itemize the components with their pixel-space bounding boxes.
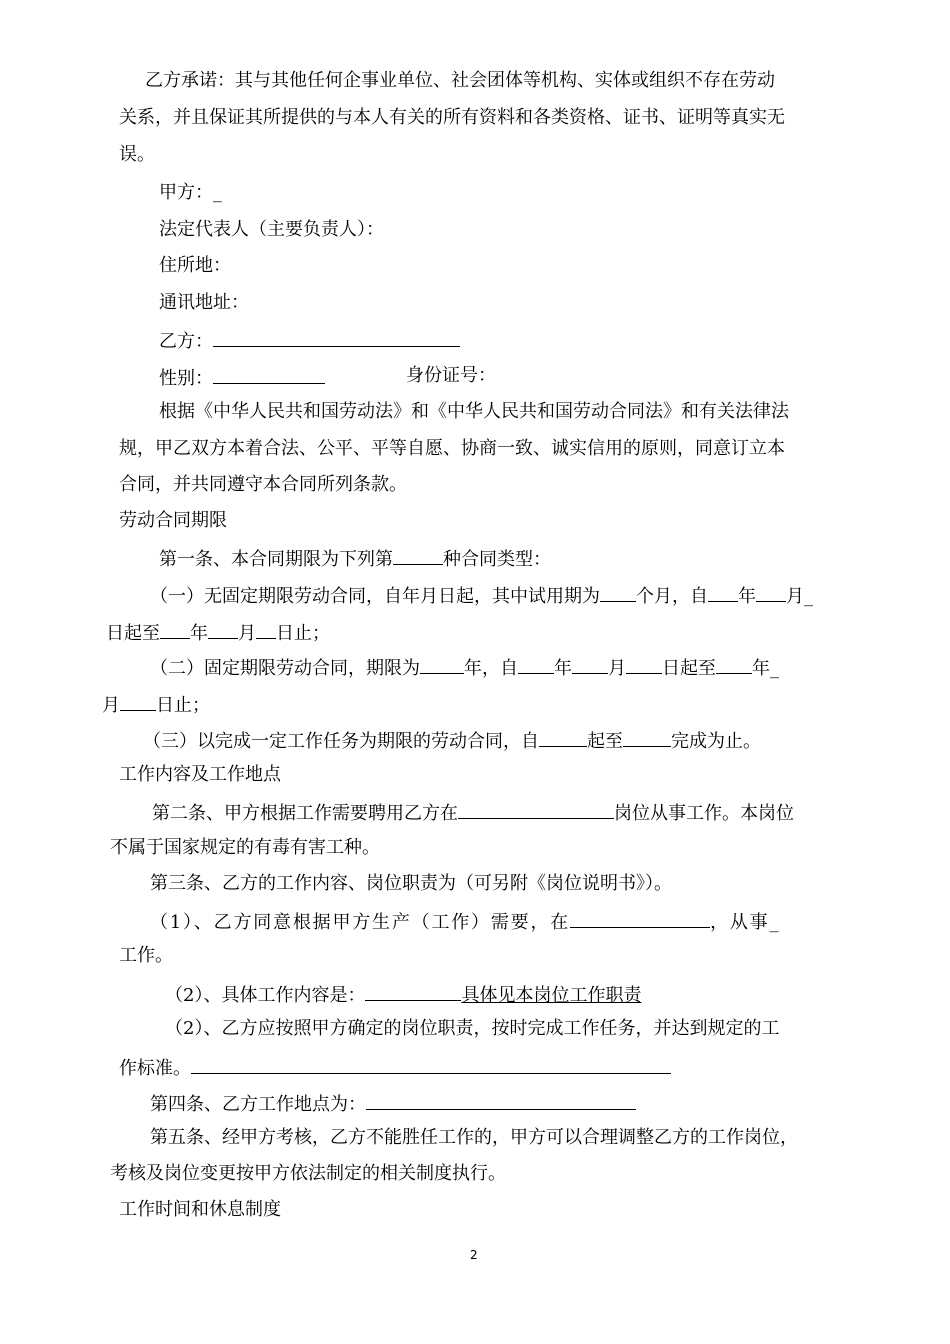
type-2-line-2: 月 日止； [102,691,210,715]
legal-basis-line-3: 合同，并共同遵守本合同所列条款。 [119,474,407,495]
id-number-label: 身份证号： [406,365,496,386]
type-2-line-1: （二）固定期限劳动合同，期限为 年，自 年 月 日起至 年_ [150,654,779,678]
work-content-value: 具体见本岗位工作职责 [461,985,642,1006]
work-department-blank[interactable] [570,908,710,928]
commitment-line-3: 误。 [119,144,155,165]
legal-basis-line-1: 根据《中华人民共和国劳动法》和《中华人民共和国劳动合同法》和有关法律法 [159,401,789,422]
term-heading: 劳动合同期限 [119,510,227,531]
hours-heading: 工作时间和休息制度 [119,1199,281,1220]
probation-end-year-blank[interactable] [160,619,190,639]
item-1-line-2: 工作。 [119,945,173,966]
party-a-line: 甲方：_ [159,182,222,203]
contract-type-blank[interactable] [393,545,443,565]
fixed-end-day-blank[interactable] [120,691,156,711]
gender-label: 性别： [159,368,213,389]
legal-representative-line: 法定代表人（主要负责人）： [159,219,384,240]
work-heading: 工作内容及工作地点 [119,764,281,785]
probation-months-blank[interactable] [600,582,636,602]
article-1-line: 第一条、本合同期限为下列第 种合同类型： [159,545,551,569]
item-3-line-2: 作标准。 [119,1054,671,1078]
mailing-address-line: 通讯地址： [159,292,249,313]
party-b-label: 乙方： [159,331,213,352]
probation-start-month-blank[interactable] [756,582,786,602]
article-2-line-1: 第二条、甲方根据工作需要聘用乙方在 岗位从事工作。本岗位 [152,799,794,823]
item-2-line: （2）、具体工作内容是： 具体见本岗位工作职责 [165,981,641,1005]
type-1-line-2: 日起至 年 月 日止； [106,619,330,643]
work-content-blank[interactable] [365,981,461,1001]
probation-end-month-blank[interactable] [208,619,238,639]
article-4-line: 第四条、乙方工作地点为： [150,1090,636,1114]
commitment-line-1: 乙方承诺：其与其他任何企事业单位、社会团体等机构、实体或组织不存在劳动 [145,70,775,91]
page-number: 2 [470,1248,478,1262]
article-3-line: 第三条、乙方的工作内容、岗位职责为（可另附《岗位说明书》）。 [150,873,672,894]
probation-end-day-blank[interactable] [256,619,276,639]
article-5-line-1: 第五条、经甲方考核，乙方不能胜任工作的，甲方可以合理调整乙方的工作岗位， [150,1127,798,1148]
residence-line: 住所地： [159,255,231,276]
fixed-end-year-blank[interactable] [716,654,752,674]
position-blank[interactable] [458,799,614,819]
fixed-term-years-blank[interactable] [420,654,464,674]
gender-line [159,364,325,388]
task-end-blank[interactable] [623,727,671,747]
party-b-line [159,327,460,351]
article-2-line-2: 不属于国家规定的有毒有害工种。 [110,837,380,858]
commitment-line-2: 关系，并且保证其所提供的与本人有关的所有资料和各类资格、证书、证明等真实无 [119,107,785,128]
task-start-blank[interactable] [539,727,587,747]
item-3-line-1: （2）、乙方应按照甲方确定的岗位职责，按时完成工作任务，并达到规定的工 [165,1018,780,1039]
gender-blank[interactable] [213,364,325,384]
fixed-start-year-blank[interactable] [518,654,554,674]
fixed-start-month-blank[interactable] [572,654,608,674]
type-3-line: （三）以完成一定工作任务为期限的劳动合同，自 起至 完成为止。 [143,727,761,751]
fixed-start-day-blank[interactable] [626,654,662,674]
probation-start-year-blank[interactable] [708,582,738,602]
article-5-line-2: 考核及岗位变更按甲方依法制定的相关制度执行。 [110,1163,506,1184]
work-standard-blank[interactable] [191,1054,671,1074]
party-b-blank[interactable] [213,327,460,347]
legal-basis-line-2: 规，甲乙双方本着合法、公平、平等自愿、协商一致、诚实信用的原则，同意订立本 [119,438,785,459]
work-location-blank[interactable] [366,1090,636,1110]
type-1-line-1: （一）无固定期限劳动合同，自年月日起，其中试用期为 个月，自 年 月_ [150,582,813,606]
item-1-line-1: （1）、乙方同意根据甲方生产（工作）需要，在 ，从事_ [150,908,780,932]
